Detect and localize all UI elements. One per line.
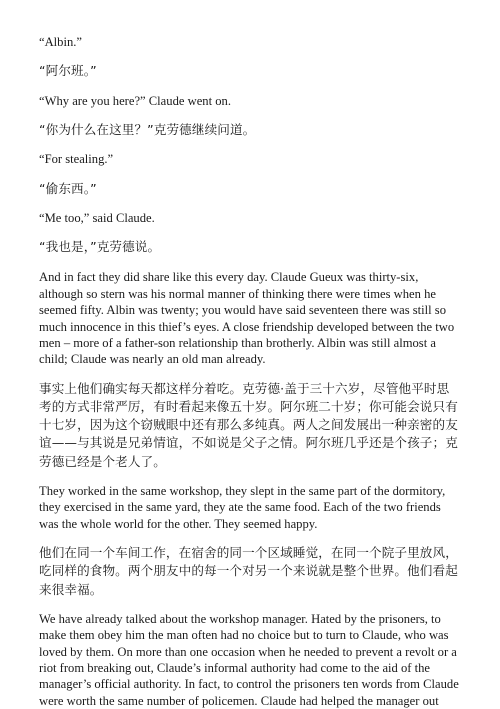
paragraph-workshop-zh: 他们在同一个车间工作，在宿舍的同一个区域睡觉，在同一个院子里放风，吃同样的食物。两个朋友中的每一个对另一个来说就是整个世界。他们看起来很幸福。 [39, 545, 458, 597]
dialogue-me-too-zh: “我也是，”克劳德说。 [39, 239, 161, 255]
dialogue-stealing-zh: “偷东西。” [39, 180, 97, 196]
dialogue-albin-zh: “阿尔班。” [39, 63, 97, 79]
dialogue-why-here-en: “Why are you here?” Claude went on. [39, 93, 231, 108]
paragraph-friendship-zh: 事实上他们确实每天都这样分着吃。克劳德·盖于三十六岁，尽管他平时思考的方式非常严厉，有时看起来像五十岁。阿尔班二十岁；你可能会说只有十七岁，因为这个窃贼眼中还有那么多纯真。两人之间发展出一种亲密的友谊——与其说是兄弟情谊，不如说是父子之情。阿尔班几乎还是个孩子；克劳德已经是个老人了。 [39, 380, 458, 469]
dialogue-albin-en: “Albin.” [39, 35, 83, 49]
document-page [39, 34, 459, 709]
dialogue-me-too-en: “Me too,” said Claude. [39, 210, 155, 225]
paragraph-manager-en: We have already talked about the workshop manager. Hated by the prisoners, to make them obey him the man often had no choice but to turn to Claude, who was loved by them. On more than one occasion when he needed to prevent a revolt or a riot from breaking out, Claude’s informal authority had come to the aid of the manager’s official authority. In fact, to control the prisoners ten words from Claude were worth the same number of policemen. Claude had helped the manager out [39, 611, 459, 708]
paragraph-friendship-en: And in fact they did share like this every day. Claude Gueux was thirty-six, although so stern was his normal manner of thinking there were times when he seemed fifty. Albin was twenty; you would have said seventeen there was still so much innocence in this thief’s eyes. A close friendship developed between the two men – more of a father-son relationship than brotherly. Albin was still almost a child; Claude was nearly an old man already. [39, 270, 455, 367]
dialogue-why-here-zh: “你为什么在这里？”克劳德继续问道。 [39, 122, 256, 138]
paragraph-workshop-en: They worked in the same workshop, they slept in the same part of the dormitory, they exercised in the same yard, they ate the same food. Each of the two friends was the whole world for the other. They seemed happy. [39, 483, 446, 531]
dialogue-stealing-en: “For stealing.” [39, 152, 114, 167]
